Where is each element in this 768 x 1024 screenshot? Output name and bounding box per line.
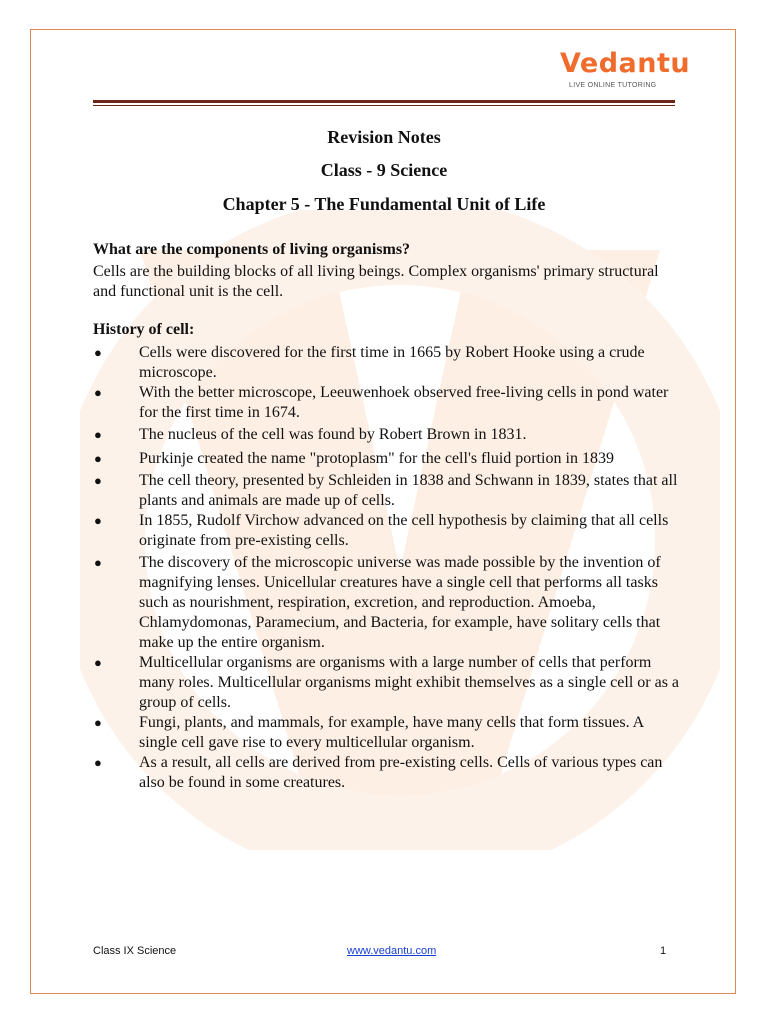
list-item-text: With the better microscope, Leeuwenhoek observed free-living cells in pond water for the first time in 1674.: [139, 384, 669, 421]
components-text: Cells are the building blocks of all living beings. Complex organisms' primary structural and functional unit is the cell.: [93, 263, 659, 300]
bullet-icon: ●: [94, 655, 102, 670]
title-class: Class - 9 Science: [320, 160, 448, 180]
list-item-text: Cells were discovered for the first time in 1665 by Robert Hooke using a crude microscope.: [139, 344, 645, 381]
header-rule-thin: [93, 105, 675, 106]
list-item-text: The cell theory, presented by Schleiden in 1838 and Schwann in 1839, states that all plants and animals are made up of cells.: [139, 472, 678, 509]
list-item-text: The discovery of the microscopic universe was made possible by the invention of magnifying lenses. Unicellular creatures have a single cell that performs all tasks such as nourishment, respiration, excretion, and reproduction. Amoeba, Chlamydomonas, Paramecium, and Bacteria, for example, have solitary cells that make up the entire organism.: [139, 554, 661, 651]
footer-website-link[interactable]: www.vedantu.com: [347, 945, 437, 957]
bullet-icon: ●: [94, 473, 102, 488]
list-item-text: In 1855, Rudolf Virchow advanced on the cell hypothesis by claiming that all cells originate from pre-existing cells.: [139, 512, 669, 549]
title-chapter: Chapter 5 - The Fundamental Unit of Life: [222, 194, 546, 214]
bullet-icon: ●: [94, 755, 102, 770]
title-revision-notes: Revision Notes: [327, 127, 441, 147]
list-item: [93, 449, 683, 471]
bullet-icon: ●: [94, 715, 102, 730]
list-item-text: Purkinje created the name "protoplasm" for the cell's fluid portion in 1839: [139, 450, 614, 467]
list-item-text: Fungi, plants, and mammals, for example, have many cells that form tissues. A single cell gave rise to every multicellular organism.: [139, 714, 644, 751]
bullet-icon: ●: [94, 345, 102, 360]
logo-tagline: LIVE ONLINE TUTORING: [569, 82, 657, 89]
components-heading: What are the components of living organisms?: [93, 241, 411, 258]
list-item-text: Multicellular organisms are organisms with a large number of cells that perform many roles. Multicellular organisms might exhibit themselves as a single cell or as a group of cells.: [139, 654, 680, 711]
list-item: [93, 383, 683, 425]
list-item: [93, 471, 683, 511]
bullet-icon: ●: [94, 555, 102, 570]
list-item: [93, 553, 683, 653]
list-item: [93, 653, 683, 713]
logo-wordmark: Vedantu: [560, 48, 691, 79]
bullet-icon: ●: [94, 385, 102, 400]
page-number: 1: [660, 945, 667, 957]
list-item-text: The nucleus of the cell was found by Robert Brown in 1831.: [139, 426, 527, 443]
bullet-icon: ●: [94, 451, 102, 466]
list-item: [93, 343, 683, 383]
list-item: [93, 511, 683, 553]
history-heading: History of cell:: [93, 321, 195, 338]
vedantu-logo: [560, 48, 691, 95]
list-item: [93, 753, 683, 793]
history-list: [93, 343, 683, 793]
list-item-text: As a result, all cells are derived from pre-existing cells. Cells of various types can also be found in some creatures.: [139, 754, 663, 791]
list-item: [93, 425, 683, 449]
header-rule-thick: [93, 100, 675, 103]
bullet-icon: ●: [94, 427, 102, 442]
footer-class-label: Class IX Science: [93, 945, 177, 957]
bullet-icon: ●: [94, 513, 102, 528]
list-item: [93, 713, 683, 753]
